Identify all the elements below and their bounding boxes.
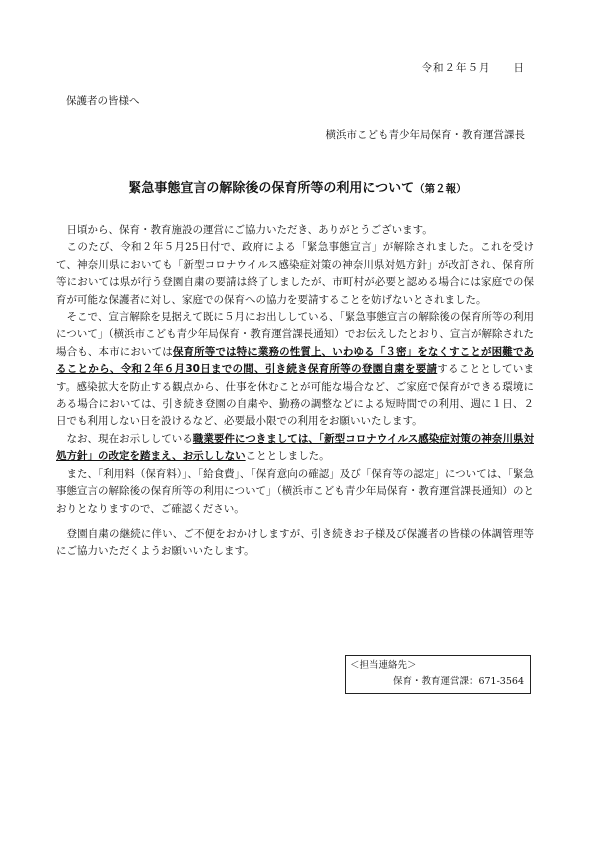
paragraph-5: また、「利用料（保育料）」、「給食費」、「保育意向の確認」及び「保育等の認定」については、「緊急事態宣言の解除後の保育所等の利用について」（横浜市こども青少年局保育・教育運営課長通知）のとおりとなりますので、ご確認ください。	[56, 467, 534, 515]
title-sub: （第２報）	[414, 183, 467, 195]
paragraph-4-text-b: こととしました。	[245, 450, 330, 463]
paragraph-3-text-b: することとしています。感染拡大を防止する観点から、仕事を休むことが可能な場合など、ご家庭で保育ができる環境にある場合においては、引き続き登園の自粛や、勤務の調整などによる短時間での利用、週に１日、２日でも利用しない日を設けるなど、必要最小限での利用をお願いいたします。	[56, 363, 534, 428]
document-date: 令和２年５月 日	[421, 62, 525, 74]
paragraph-3-text-a: そこで、宣言解除を見据えて既に５月にお出ししている、「緊急事態宣言の解除後の保育所等の利用について」（横浜市こども青少年局保育・教育運営課長通知）でお伝えしたとおり、宣言が解除された場合も、本市においては	[56, 311, 534, 358]
paragraph-4-text-a: なお、現在お示ししている	[66, 432, 193, 445]
document-title	[0, 177, 595, 196]
document-body	[56, 222, 534, 561]
sender-line: 横浜市こども青少年局保育・教育運営課長	[325, 129, 525, 141]
paragraph-3-emphasis: 保育所等では特に業務の性質上、いわゆる「３密」をなくすことが困難であることから、令和２年６月30日までの間、引き続き保育所等の登園自粛を要請	[56, 345, 534, 376]
paragraph-3	[56, 309, 534, 431]
contact-phone: 保育・教育運営課：671-3564	[392, 676, 524, 687]
paragraph-2: このたび、令和２年５月25日付で、政府による「緊急事態宣言」が解除されました。これを受けて、神奈川県においても「新型コロナウイルス感染症対策の神奈川県対処方針」が改訂され、保育所等においては県が行う登園自粛の要請は終了しましたが、市町村が必要と認める場合には家庭での保育が可能な保護者に対し、家庭での保育への協力を要請することを妨げないとされました。	[56, 241, 534, 306]
paragraph-6: 登園自粛の継続に伴い、ご不便をおかけしますが、引き続きお子様及び保護者の皆様の体調管理等にご協力いただくようお願いいたします。	[56, 527, 534, 558]
contact-box	[345, 655, 531, 694]
title-main: 緊急事態宣言の解除後の保育所等の利用について	[128, 181, 415, 196]
recipient-line: 保護者の皆様へ	[66, 95, 140, 107]
paragraph-4	[56, 431, 534, 466]
paragraph-4-emphasis: 職業要件につきましては、「新型コロナウイルス感染症対策の神奈川県対処方針」の改定を踏まえ、お示ししない	[56, 432, 534, 463]
paragraph-1: 日頃から、保育・教育施設の運営にご協力いただき、ありがとうございます。	[66, 224, 433, 236]
contact-label: ＜担当連絡先＞	[350, 660, 417, 671]
